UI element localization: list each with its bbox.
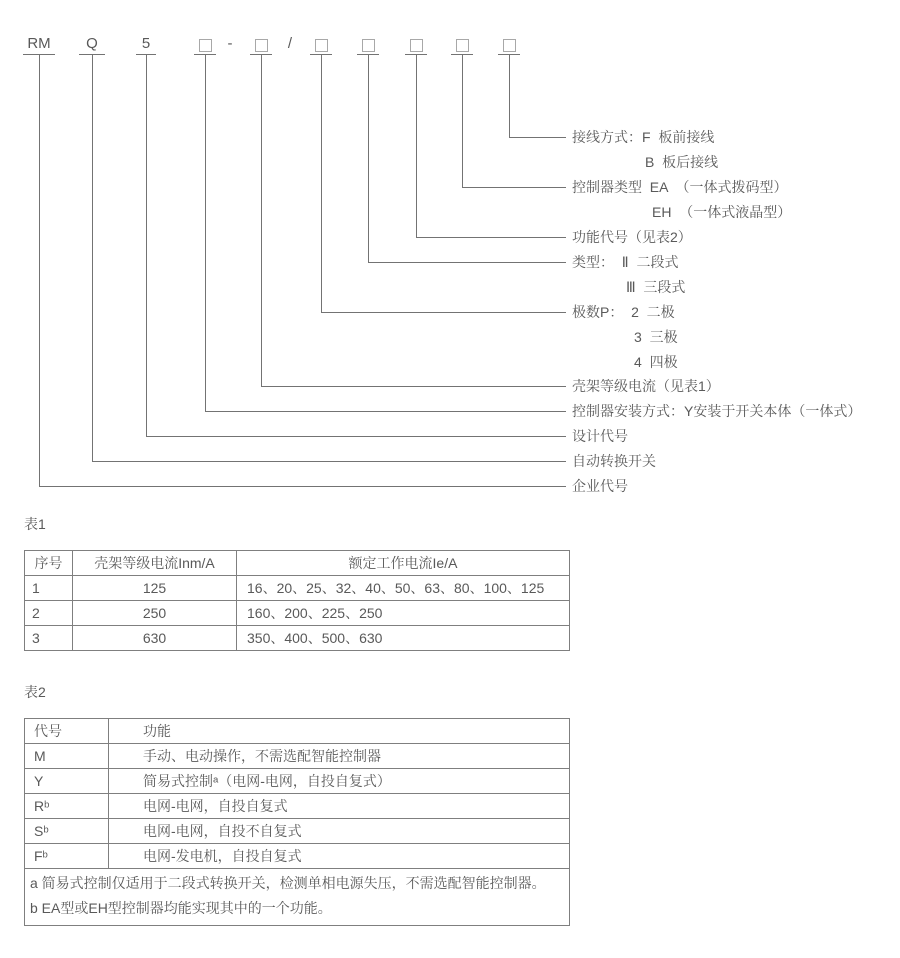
code-box-function — [410, 39, 423, 52]
table-footnote-row — [25, 869, 570, 926]
table-cell: 125 — [73, 576, 237, 601]
connector-vertical-line — [321, 55, 322, 313]
table-cell: Sᵇ — [25, 819, 109, 844]
poles-option-1: 3 三极 — [634, 329, 678, 345]
code-design: 5 — [141, 35, 151, 52]
table2-title: 表2 — [24, 684, 46, 700]
table-cell: 3 — [25, 626, 73, 651]
table-cell: 电网-发电机，自投自复式 — [109, 844, 570, 869]
code-company: RM — [27, 35, 51, 52]
connector-vertical-line — [462, 55, 463, 188]
table-header-cell: 序号 — [25, 551, 73, 576]
table-row — [25, 794, 570, 819]
table-cell: 手动、电动操作，不需选配智能控制器 — [109, 744, 570, 769]
code-box-type — [362, 39, 375, 52]
type-label: 类型： Ⅱ 二段式 — [572, 254, 679, 270]
code-hyphen: - — [227, 35, 233, 52]
table-cell: Y — [25, 769, 109, 794]
table-row — [25, 576, 570, 601]
connector-horizontal-line — [205, 411, 566, 412]
frame-current-label: 壳架等级电流（见表1） — [572, 378, 720, 394]
type-option-1: Ⅲ 三段式 — [626, 279, 686, 295]
table-cell: 电网-电网，自投不自复式 — [109, 819, 570, 844]
table-cell: Rᵇ — [25, 794, 109, 819]
footnote-line: b EA型或EH型控制器均能实现其中的一个功能。 — [30, 900, 332, 916]
code-switch: Q — [86, 35, 98, 52]
table-row — [25, 744, 570, 769]
controller-type-option-1: EH （一体式液晶型） — [652, 204, 792, 220]
footnote-line: a 简易式控制仅适用于二段式转换开关，检测单相电源失压，不需选配智能控制器。 — [30, 875, 546, 891]
table-cell: 16、20、25、32、40、50、63、80、100、125 — [237, 576, 570, 601]
connector-horizontal-line — [146, 436, 566, 437]
code-box-frame-current — [255, 39, 268, 52]
connector-horizontal-line — [321, 312, 566, 313]
code-slash: / — [287, 35, 293, 52]
table-cell: Fᵇ — [25, 844, 109, 869]
connector-horizontal-line — [509, 137, 566, 138]
controller-mounting-label: 控制器安装方式：Y安装于开关本体（一体式） — [572, 403, 862, 419]
connector-horizontal-line — [416, 237, 566, 238]
code-box-controller — [456, 39, 469, 52]
table-row — [25, 844, 570, 869]
table-cell: 2 — [25, 601, 73, 626]
wiring-style-label: 接线方式：F 板前接线 — [572, 129, 715, 145]
connector-horizontal-line — [92, 461, 566, 462]
connector-vertical-line — [416, 55, 417, 238]
connector-horizontal-line — [462, 187, 566, 188]
table-header-cell: 代号 — [25, 719, 109, 744]
code-box-mounting — [199, 39, 212, 52]
table-row — [25, 769, 570, 794]
table-cell: 电网-电网，自投自复式 — [109, 794, 570, 819]
auto-transfer-switch-label: 自动转换开关 — [572, 453, 656, 469]
company-code-label: 企业代号 — [572, 478, 628, 494]
function-code-table — [24, 718, 570, 926]
table-header-cell: 额定工作电流Ie/A — [237, 551, 570, 576]
table-cell: 简易式控制ᵃ（电网-电网，自投自复式） — [109, 769, 570, 794]
table-cell: 1 — [25, 576, 73, 601]
table-cell: 350、400、500、630 — [237, 626, 570, 651]
connector-vertical-line — [261, 55, 262, 387]
connector-vertical-line — [509, 55, 510, 138]
wiring-style-option-1: B 板后接线 — [645, 154, 719, 170]
connector-vertical-line — [368, 55, 369, 263]
poles-option-2: 4 四极 — [634, 354, 678, 370]
table-footnote-cell — [25, 869, 570, 926]
connector-vertical-line — [146, 55, 147, 437]
table-header-row — [25, 719, 570, 744]
table-cell: 630 — [73, 626, 237, 651]
table-cell: M — [25, 744, 109, 769]
frame-current-table — [24, 550, 570, 651]
function-code-label: 功能代号（见表2） — [572, 229, 692, 245]
code-box-wiring — [503, 39, 516, 52]
table-row — [25, 626, 570, 651]
connector-horizontal-line — [261, 386, 566, 387]
connector-horizontal-line — [368, 262, 566, 263]
connector-vertical-line — [205, 55, 206, 412]
table-header-cell: 功能 — [109, 719, 570, 744]
connector-vertical-line — [92, 55, 93, 462]
table-row — [25, 819, 570, 844]
table1-title: 表1 — [24, 516, 46, 532]
design-code-label: 设计代号 — [572, 428, 628, 444]
connector-horizontal-line — [39, 486, 566, 487]
code-box-poles — [315, 39, 328, 52]
poles-label: 极数P： 2 二极 — [572, 304, 675, 320]
table-cell: 160、200、225、250 — [237, 601, 570, 626]
table-cell: 250 — [73, 601, 237, 626]
table-header-cell: 壳架等级电流Inm/A — [73, 551, 237, 576]
connector-vertical-line — [39, 55, 40, 487]
table-header-row — [25, 551, 570, 576]
controller-type-label: 控制器类型 EA （一体式拨码型） — [572, 179, 788, 195]
table-row — [25, 601, 570, 626]
